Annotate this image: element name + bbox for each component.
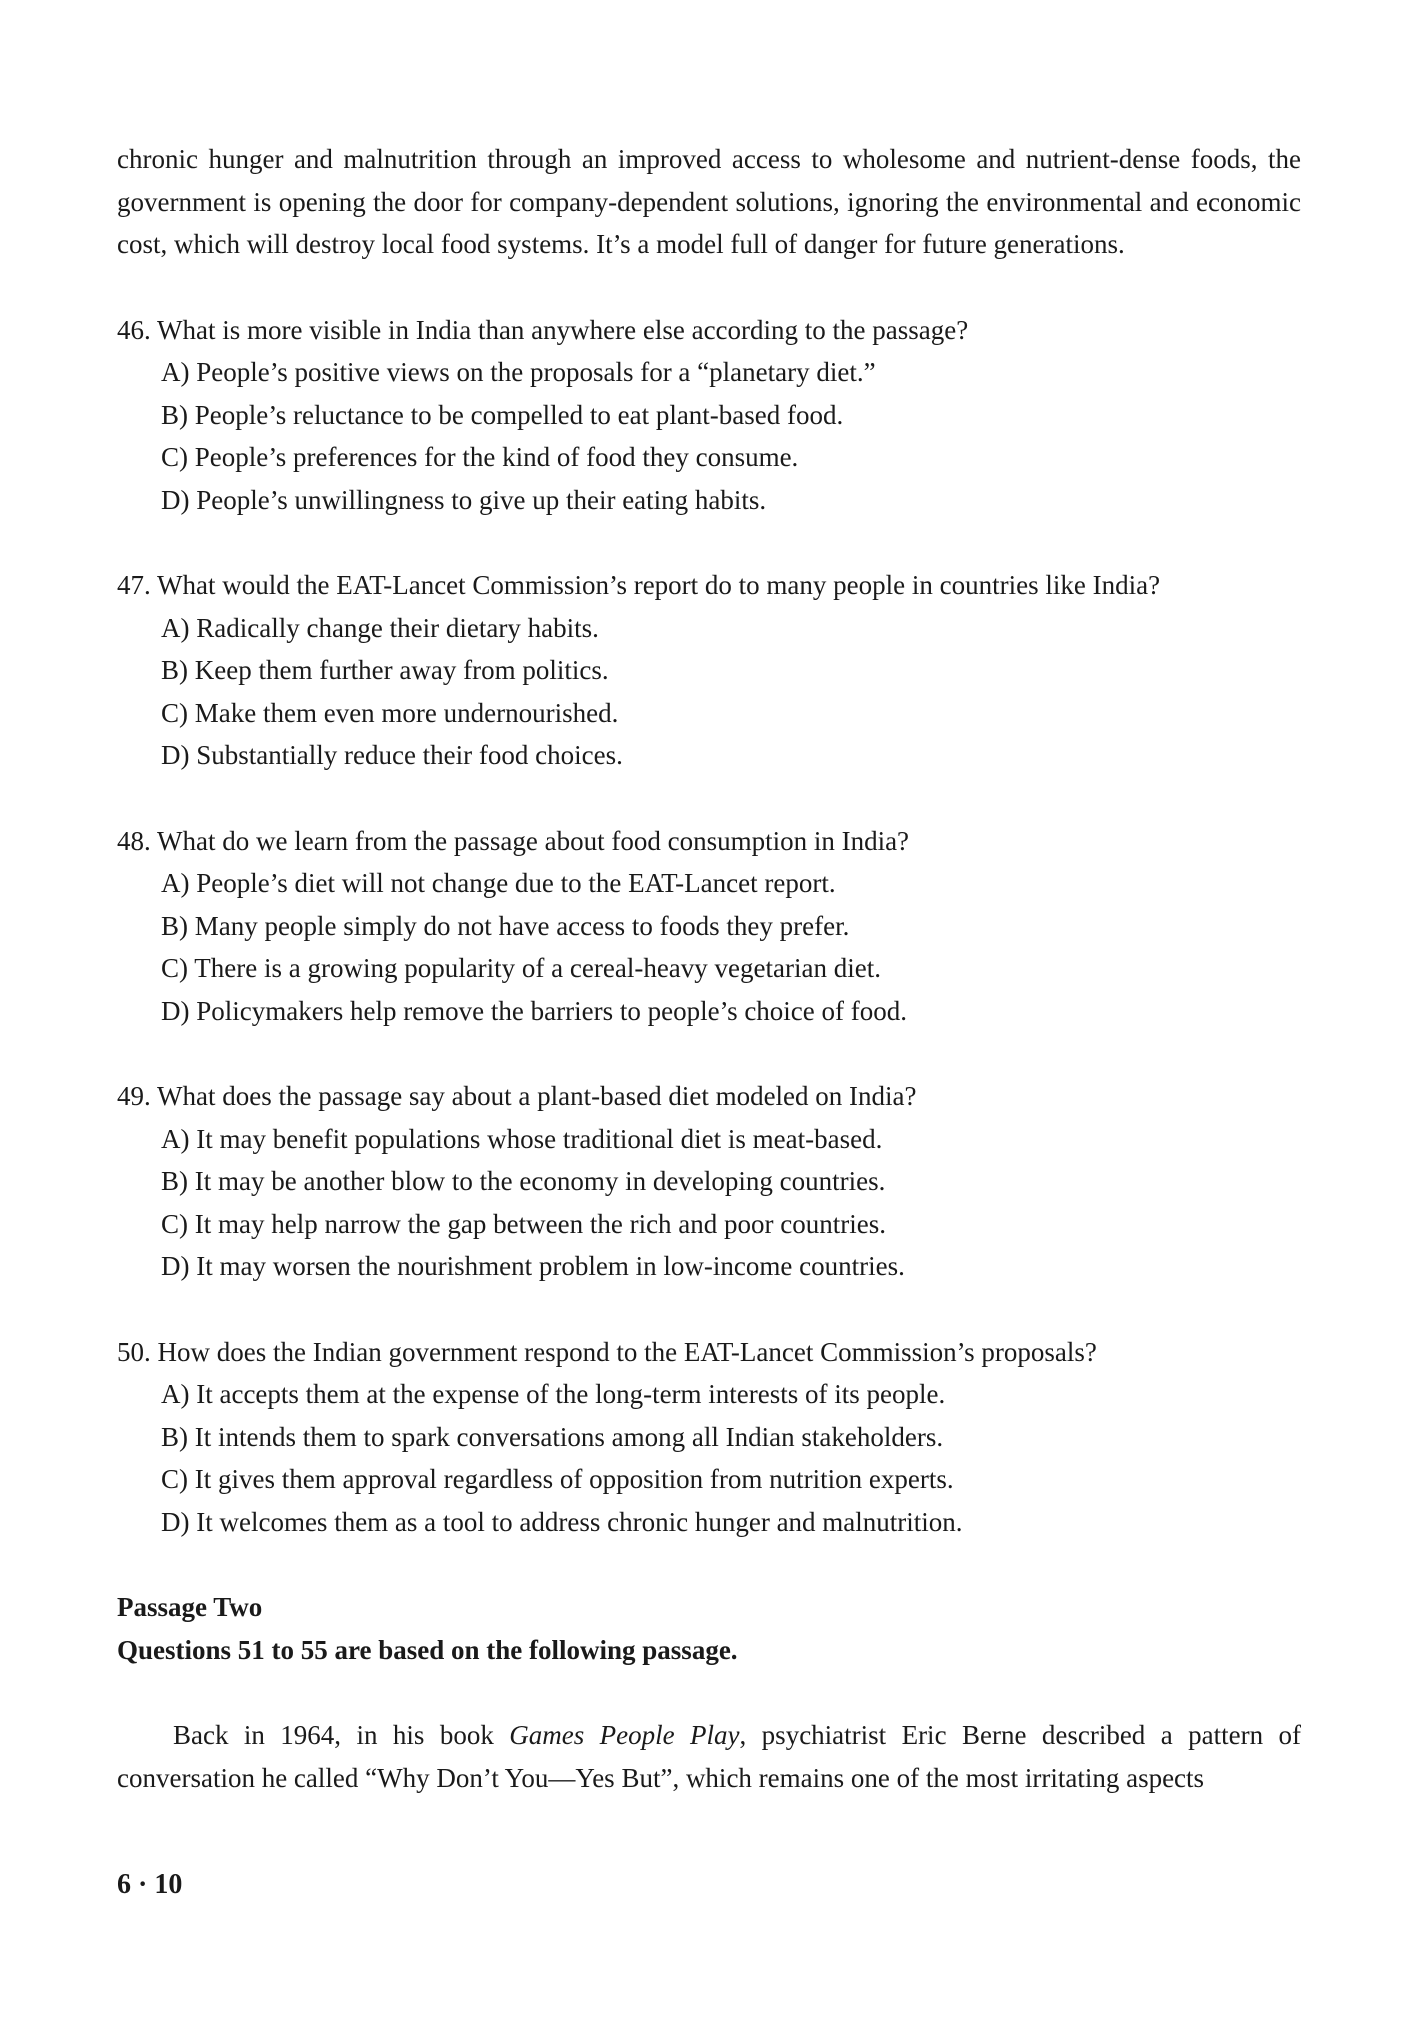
- option-a[interactable]: A) People’s diet will not change due to the EAT-Lancet report.: [161, 868, 836, 898]
- question-stem: 48. What do we learn from the passage about food consumption in India?: [117, 825, 910, 856]
- passage-text: Back in 1964, in his book: [173, 1720, 510, 1750]
- option-a[interactable]: A) It may benefit populations whose traditional diet is meat-based.: [161, 1123, 883, 1154]
- question-stem: 46. What is more visible in India than anywhere else according to the passage?: [117, 314, 969, 345]
- option-c[interactable]: C) Make them even more undernourished.: [161, 697, 619, 728]
- option-c[interactable]: C) There is a growing popularity of a cereal-heavy vegetarian diet.: [161, 953, 881, 983]
- option-b[interactable]: B) Many people simply do not have access to foods they prefer.: [161, 910, 850, 941]
- page-number: 6 · 10: [117, 1869, 183, 1900]
- section-title: Passage Two: [117, 1592, 263, 1622]
- option-d[interactable]: D) It welcomes them as a tool to address chronic hunger and malnutrition.: [161, 1506, 963, 1537]
- question-48: [117, 820, 1301, 1033]
- passage-two-opening: [117, 1714, 1301, 1799]
- option-d[interactable]: D) Policymakers help remove the barriers to people’s choice of food.: [161, 995, 908, 1026]
- option-a[interactable]: A) It accepts them at the expense of the long-term interests of its people.: [161, 1379, 946, 1409]
- question-50: [117, 1331, 1301, 1544]
- question-49: [117, 1075, 1301, 1288]
- book-title: Games People Play: [509, 1720, 740, 1750]
- question-stem: 50. How does the Indian government respond to the EAT-Lancet Commission’s proposals?: [117, 1336, 1097, 1367]
- option-c[interactable]: C) People’s preferences for the kind of food they consume.: [161, 442, 799, 472]
- option-b[interactable]: B) It intends them to spark conversations among all Indian stakeholders.: [161, 1421, 944, 1452]
- option-b[interactable]: B) Keep them further away from politics.: [161, 655, 609, 685]
- option-a[interactable]: A) People’s positive views on the proposals for a “planetary diet.”: [161, 357, 876, 387]
- option-a[interactable]: A) Radically change their dietary habits.: [161, 612, 599, 643]
- passage-text: , psychiatrist Eric Berne described a pattern of conversation he called “Why Don’t You—Yes But”, which remains one of the most irritating aspects: [117, 1720, 1301, 1793]
- question-47: [117, 564, 1301, 777]
- option-c[interactable]: C) It gives them approval regardless of opposition from nutrition experts.: [161, 1464, 954, 1494]
- option-d[interactable]: D) People’s unwillingness to give up their eating habits.: [161, 484, 767, 515]
- question-stem: 49. What does the passage say about a plant-based diet modeled on India?: [117, 1081, 917, 1111]
- passage-two-header: [117, 1586, 1301, 1671]
- option-d[interactable]: D) Substantially reduce their food choices.: [161, 740, 623, 770]
- section-instruction: Questions 51 to 55 are based on the following passage.: [117, 1634, 738, 1665]
- option-b[interactable]: B) It may be another blow to the economy in developing countries.: [161, 1166, 886, 1196]
- option-d[interactable]: D) It may worsen the nourishment problem in low-income countries.: [161, 1251, 905, 1281]
- option-b[interactable]: B) People’s reluctance to be compelled to eat plant-based food.: [161, 399, 844, 430]
- question-stem: 47. What would the EAT-Lancet Commission’s report do to many people in countries like India?: [117, 570, 1161, 600]
- question-46: [117, 309, 1301, 522]
- exam-page: [117, 138, 1301, 1799]
- passage-continuation: chronic hunger and malnutrition through an improved access to wholesome and nutrient-dense foods, the government is opening the door for company-dependent solutions, ignoring the environmental and economic cost, which will destroy local food systems. It’s a model full of danger for future generations.: [117, 144, 1301, 259]
- option-c[interactable]: C) It may help narrow the gap between the rich and poor countries.: [161, 1208, 887, 1239]
